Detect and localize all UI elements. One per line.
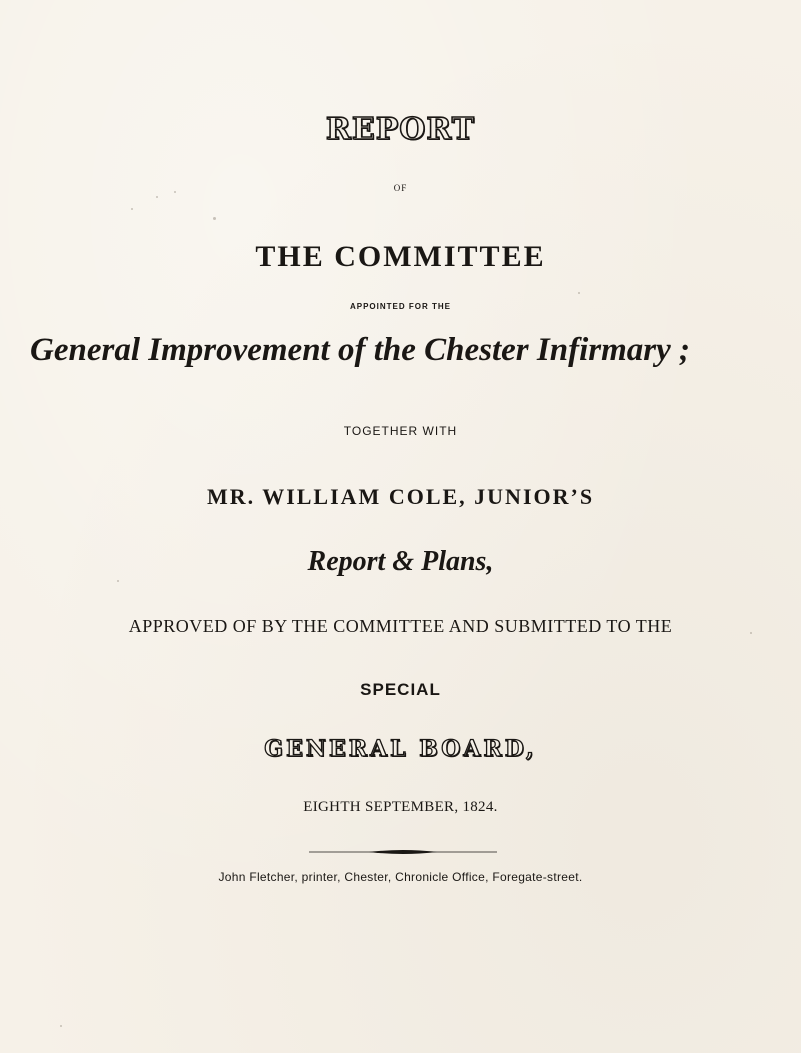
date-line: EIGHTH SEPTEMBER, 1824. bbox=[303, 799, 498, 815]
paper-speck bbox=[750, 632, 752, 634]
paper-speck bbox=[131, 208, 133, 210]
paper-speck bbox=[213, 217, 216, 220]
paper-speck bbox=[117, 580, 119, 582]
together-label: TOGETHER WITH bbox=[343, 424, 458, 438]
report-heading: REPORT bbox=[325, 112, 476, 147]
paper-speck bbox=[174, 191, 176, 193]
paper-speck bbox=[578, 292, 580, 294]
appointed-label: APPOINTED FOR THE bbox=[349, 302, 451, 311]
author-line: MR. WILLIAM COLE, JUNIOR’S bbox=[206, 484, 595, 509]
special-label: SPECIAL bbox=[360, 680, 441, 699]
paper-speck bbox=[156, 196, 158, 198]
paper-speck bbox=[60, 1025, 62, 1027]
report-plans-title: Report & Plans, bbox=[307, 546, 494, 577]
general-improvement-title: General Improvement of the Chester Infirmary ; bbox=[30, 332, 690, 368]
general-board-heading: GENERAL BOARD, bbox=[264, 736, 537, 762]
approved-line: APPROVED OF BY THE COMMITTEE AND SUBMITTED TO THE bbox=[128, 616, 673, 636]
ornamental-rule bbox=[309, 849, 497, 855]
of-label: OF bbox=[393, 183, 408, 193]
committee-title: THE COMMITTEE bbox=[255, 240, 546, 273]
printer-imprint: John Fletcher, printer, Chester, Chronicle Office, Foregate-street. bbox=[218, 870, 583, 884]
